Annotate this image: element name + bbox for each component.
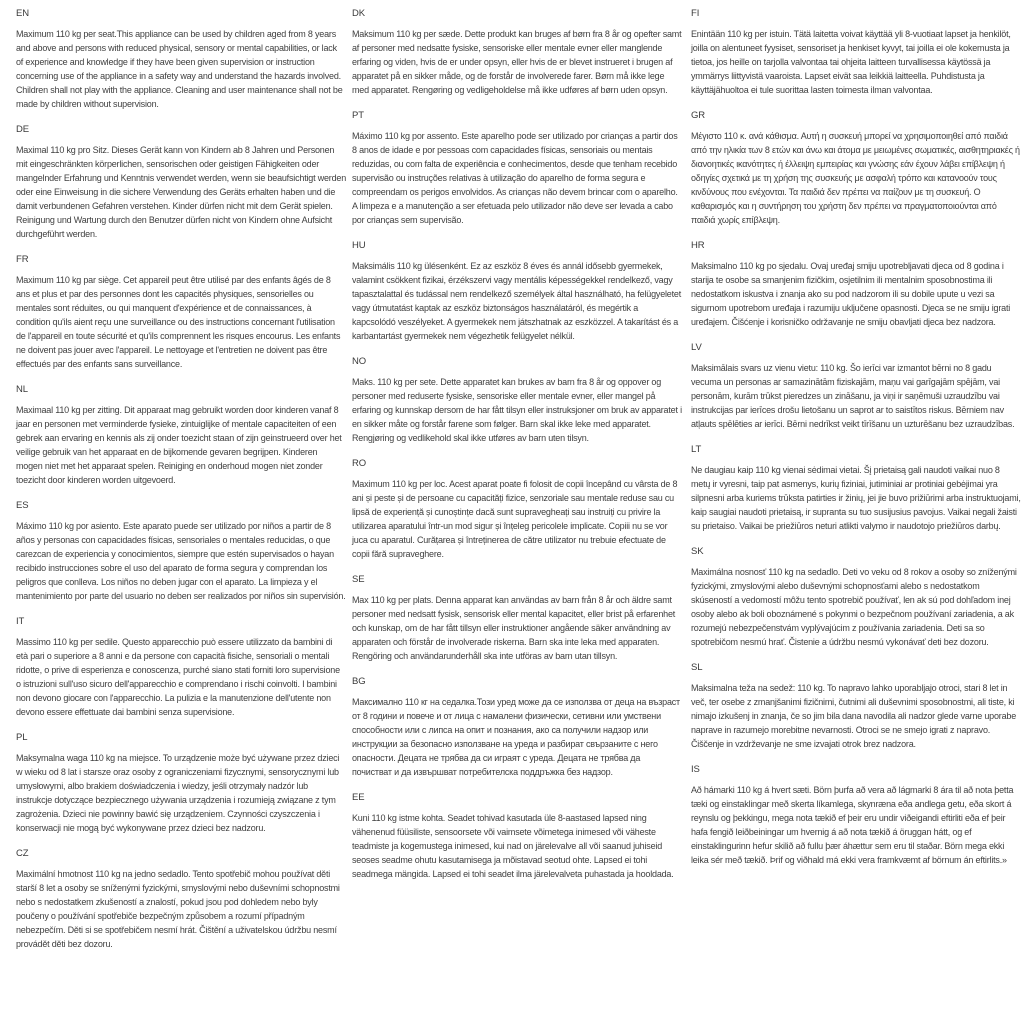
- language-code-label: SL: [691, 662, 703, 673]
- language-code-label: RO: [352, 458, 367, 469]
- language-section-no: [352, 355, 682, 445]
- language-code-label: SE: [352, 574, 365, 585]
- language-section-se: [352, 573, 682, 663]
- language-section-pt: [352, 109, 682, 227]
- language-section-de: [16, 123, 346, 241]
- language-code-label: DE: [16, 124, 29, 135]
- language-instruction-text: Maksimum 110 kg per sæde. Dette produkt kan bruges af børn fra 8 år og opefter samt af personer med nedsatte fysiske, sensoriske eller mentale evner eller manglende erfaring og viden, hvis de er under opsyn, eller hvis de er blevet instrueret i brugen af apparatet på en sikker måde, og de forstår de involverede farer. Børn må ikke lege med apparatet. Rengøring og vedligeholdelse må ikke udføres af børn uden opsyn.: [352, 29, 682, 95]
- language-code-label: IT: [16, 616, 25, 627]
- language-instruction-text: Máximo 110 kg por asiento. Este aparato puede ser utilizado por niños a partir de 8 años y personas con capacidades físicas, sensoriales o mentales reducidas, o que carezcan de experiencia y conocimientos, siempre que estén supervisados o hayan recibido instrucciones sobre el uso del aparato de forma segura y comprendan los peligros que conlleva. Los niños no deben jugar con el aparato. La limpieza y el mantenimiento por parte del usuario no deben ser realizados por niños sin supervisión.: [16, 521, 346, 601]
- language-code-label: FI: [691, 8, 700, 19]
- language-code-label: HR: [691, 240, 705, 251]
- language-code-label: NL: [16, 384, 28, 395]
- language-section-sl: [691, 661, 1021, 751]
- language-section-fr: [16, 253, 346, 371]
- language-section-is: [691, 763, 1021, 867]
- language-section-lv: [691, 341, 1021, 431]
- language-section-ee: [352, 791, 682, 881]
- language-section-sk: [691, 545, 1021, 649]
- language-instruction-text: Maksymalna waga 110 kg na miejsce. To urządzenie może być używane przez dzieci w wieku od 8 lat i starsze oraz osoby z ograniczeniami fizycznymi, sensorycznymi lub umysłowymi, albo brakiem doświadczenia i wiedzy, jeśli otrzymały nadzór lub instrukcje dotyczące bezpiecznego używania urządzenia i rozumieją związane z tym zagrożenia. Dzieci nie powinny bawić się urządzeniem. Czynności czyszczenia i konserwacji nie mogą być wykonywane przez dzieci bez nadzoru.: [16, 753, 340, 833]
- column-1: [16, 7, 346, 963]
- column-2: [352, 7, 682, 893]
- language-instruction-text: Að hámarki 110 kg á hvert sæti. Börn þurfa að vera að lágmarki 8 ára til að nota þetta tæki og einstaklingar með skerta líkamlega, skynræna eða andlega getu, eða skort á reynslu og þekkingu, mega nota tækið ef þeir eru undir viðeigandi eftirliti eða ef þeir hafa fengið leiðbeiningar um hvernig á að nota tækið á öruggan hátt, og ef einstaklingurinn hefur skilið að fullu þær áhættur sem eru til staðar. Börn mega ekki leika sér með tækið. Þrif og viðhald má ekki vera framkvæmt af börnum án eftirlits.»: [691, 785, 1014, 865]
- language-code-label: LT: [691, 444, 702, 455]
- language-instruction-text: Kuni 110 kg istme kohta. Seadet tohivad kasutada üle 8-aastased lapsed ning vähenenud füüsiliste, sensoorsete või vaimsete võimetega inimesed või väheste teadmiste ja kogemustega inimesed, kui nad on järelevalve all või saanud juhiseid seoses seadme ohutu kasutamisega ja mõistavad seotud ohte. Lapsed ei tohi seadmega mängida. Lapsed ei tohi seadet ilma järelevalveta puhastada ja hooldada.: [352, 813, 674, 879]
- language-instruction-text: Max 110 kg per plats. Denna apparat kan användas av barn från 8 år och äldre samt personer med nedsatt fysisk, sensorisk eller mental kapacitet, eller brist på erfarenhet och kunskap, om de har fått tillsyn eller instruktioner angående säker användning av apparaten och förstår de involverade riskerna. Barn ska inte leka med apparaten. Rengöring och användarunderhåll ska inte utföras av barn utan tillsyn.: [352, 595, 676, 661]
- language-code-label: DK: [352, 8, 365, 19]
- language-section-es: [16, 499, 346, 603]
- language-section-dk: [352, 7, 682, 97]
- language-section-nl: [16, 383, 346, 487]
- language-instruction-text: Maks. 110 kg per sete. Dette apparatet kan brukes av barn fra 8 år og oppover og personer med reduserte fysiske, sensoriske eller mentale evner, eller mangel på erfaring og kunnskap dersom de har fått tilsyn eller instruksjoner om bruk av apparatet i en sikker måte og forstår farene som følger. Barn skal ikke leke med apparatet. Rengjøring og vedlikehold skal ikke utføres av barn uten tilsyn.: [352, 377, 682, 443]
- language-code-label: NO: [352, 356, 367, 367]
- language-code-label: PT: [352, 110, 364, 121]
- language-instruction-text: Maximum 110 kg per seat.This appliance can be used by children aged from 8 years and above and persons with reduced physical, sensory or mental capabilities, or lack of experience and knowledge if they have been given supervision or instruction concerning use of the appliance in a safety way and understand the hazards involved. Children shall not play with the appliance. Cleaning and user maintenance shall not be made by children without supervision.: [16, 29, 343, 109]
- language-section-pl: [16, 731, 346, 835]
- language-section-lt: [691, 443, 1021, 533]
- language-code-label: SK: [691, 546, 704, 557]
- column-3: [691, 7, 1021, 879]
- language-section-fi: [691, 7, 1021, 97]
- language-section-hu: [352, 239, 682, 343]
- language-instruction-text: Maximaal 110 kg per zitting. Dit apparaat mag gebruikt worden door kinderen vanaf 8 jaar en personen met verminderde fysieke, zintuiglijke of mentale capaciteiten of een gebrek aan ervaring en kennis als zij onder toezicht staan of zijn geinstrueerd over het veilige gebruik van het apparaat en de bijkomende gevaren begrijpen. Kinderen mogen niet met het apparaat spelen. Reiniging en onderhoud mogen niet zonder toezicht door kinderen worden uitgevoerd.: [16, 405, 342, 485]
- language-instruction-text: Μέγιστο 110 κ. ανά κάθισμα. Αυτή η συσκευή μπορεί να χρησιμοποιηθεί από παιδιά από την ηλικία των 8 ετών και άνω και άτομα με μειωμένες σωματικές, αισθητηριακές ή διανοητικές ικανότητες ή έλλειψη εμπειρίας και γνώσης εάν έχουν λάβει επίβλεψη ή οδηγίες σχετικά με τη χρήση της συσκευής με ασφαλή τρόπο και κατανοούν τους κινδύνους που ενέχονται. Τα παιδιά δεν πρέπει να παίζουν με τη συσκευή. Ο καθαρισμός και η συντήρηση του χρήστη δεν πρέπει να πραγματοποιούνται από παιδιά χωρίς επίβλεψη.: [691, 131, 1020, 225]
- language-section-ro: [352, 457, 682, 561]
- language-code-label: EN: [16, 8, 29, 19]
- language-section-gr: [691, 109, 1021, 227]
- language-code-label: HU: [352, 240, 366, 251]
- language-section-cz: [16, 847, 346, 951]
- language-code-label: IS: [691, 764, 700, 775]
- language-instruction-text: Ne daugiau kaip 110 kg vienai sėdimai vietai. Šį prietaisą gali naudoti vaikai nuo 8 metų ir vyresni, taip pat asmenys, kurių fiziniai, jutiminiai ar protiniai gebėjimai yra silpnesni arba kuriems trūksta patirties ir žinių, jei jie buvo prižiūrimi arba instruktuojami, kaip saugiai naudoti prietaisą, ir supranta su tuo susijusius pavojus. Vaikai negali žaisti su prietaiso. Vaikai be priežiūros neturi atlikti valymo ir naudotojo priežiūros darbų.: [691, 465, 1021, 531]
- language-instruction-text: Maximum 110 kg par siège. Cet appareil peut être utilisé par des enfants âgés de 8 ans et plus et par des personnes dont les capacités physiques, sensorielles ou mentales sont réduites, ou qui manquent d'expérience et de connaissances, à condition qu'ils aient reçu une surveillance ou des instructions concernant l'utilisation de l'appareil en toute sécurité et qu'ils comprennent les risques encourus. Les enfants ne doivent pas jouer avec l'appareil. Le nettoyage et l'entretien ne doivent pas être effectués par des enfants sans surveillance.: [16, 275, 341, 369]
- language-instruction-text: Maksimalno 110 kg po sjedalu. Ovaj uređaj smiju upotrebljavati djeca od 8 godina i starija te osobe sa smanjenim fizičkim, osjetilnim ili mentalnim sposobnostima ili nedostatkom iskustva i znanja ako su pod nadzorom ili su dobile upute u vezi sa sigurnom upotrebom uređaja i razumiju uključene opasnosti. Djeca se ne smiju igrati uređajem. Čišćenje i korisničko održavanje ne smiju obavljati djeca bez nadzora.: [691, 261, 1011, 327]
- language-code-label: FR: [16, 254, 29, 265]
- language-code-label: ES: [16, 500, 29, 511]
- language-instruction-text: Maximálna nosnosť 110 kg na sedadlo. Deti vo veku od 8 rokov a osoby so zníženými fyzickými, zmyslovými alebo duševnými schopnosťami alebo s nedostatkom skúseností a vedomostí môžu tento spotrebič používať, len ak sú pod dohľadom inej osoby alebo ak boli oboznámené s pokynmi o bezpečnom používaní zariadenia, a ak rozumejú nebezpečenstvám vyplývajúcim z používania zariadenia. Deti sa so spotrebičom nesmú hrať. Čistenie a údržbu nesmú vykonávať deti bez dozoru.: [691, 567, 1017, 647]
- language-code-label: CZ: [16, 848, 29, 859]
- language-instruction-text: Максимално 110 кг на седалка.Този уред може да се използва от деца на възраст от 8 години и повече и от лица с намалени физически, сетивни или умствени способности или с липса на опит и познания, ако са получили надзор или инструкции за безопасно използване на уреда и разбират свързаните с него опасности. Децата не трябва да си играят с уреда. Децата не трябва да почистват и да извършват потребителска поддръжка без надзор.: [352, 697, 680, 777]
- language-instruction-text: Enintään 110 kg per istuin. Tätä laitetta voivat käyttää yli 8-vuotiaat lapset ja henkilöt, joilla on alentuneet fyysiset, sensoriset ja henkiset kyvyt, tai joilla ei ole kokemusta ja tietoa, jos heille on tarjolla valvontaa tai ohjeita laitteen turvallisessa käytössä ja ymmärrys liittyvistä vaaroista. Lapset eivät saa leikkiä laitteella. Puhdistusta ja käyttäjähuoltoa ei tule suorittaa lasten toimesta ilman valvontaa.: [691, 29, 1011, 95]
- language-section-hr: [691, 239, 1021, 329]
- language-instruction-text: Maksimālais svars uz vienu vietu: 110 kg. Šo ierīci var izmantot bērni no 8 gadu vecuma un personas ar samazinātām fiziskajām, maņu vai garīgajām spējām, vai personām, kurām trūkst pieredzes un zināšanu, ja viņi ir saņēmuši uzraudzību vai instrukcijas par ierīces drošu lietošanu un saprot ar to saistītos riskus. Bērniem nav atļauts spēlēties ar ierīci. Bērni nedrīkst veikt tīrīšanu un uzturēšanu bez uzraudzības.: [691, 363, 1015, 429]
- language-code-label: GR: [691, 110, 706, 121]
- language-instruction-text: Máximo 110 kg por assento. Este aparelho pode ser utilizado por crianças a partir dos 8 anos de idade e por pessoas com capacidades físicas, sensoriais ou mentais reduzidas, ou com falta de experiência e conhecimentos, desde que tenham recebido supervisão ou instruções relativas à utilização do aparelho de forma segura e compreendam os perigos envolvidos. As crianças não devem brincar com o aparelho. A limpeza e a manutenção a ser efetuada pelo utilizador não deve ser levada a cabo por crianças sem supervisão.: [352, 131, 678, 225]
- language-section-bg: [352, 675, 682, 779]
- language-code-label: LV: [691, 342, 702, 353]
- language-code-label: EE: [352, 792, 365, 803]
- language-instruction-text: Maksimalna teža na sedež: 110 kg. To napravo lahko uporabljajo otroci, stari 8 let in več, ter osebe z zmanjšanimi fizičnimi, čutnimi ali duševnimi sposobnostmi, ali tiste, ki nimajo izkušenj in znanja, če so jim bila dana navodila ali nadzor glede varne uporabe naprave in razumejo morebitne nevarnosti. Otroci se ne smejo igrati z napravo. Čiščenje in vzdrževanje ne sme izvajati otrok brez nadzora.: [691, 683, 1017, 749]
- language-instruction-text: Maximum 110 kg per loc. Acest aparat poate fi folosit de copii începând cu vârsta de 8 ani și peste și de persoane cu capacități fizice, senzoriale sau mentale reduse sau cu lipsă de experiență și cunoștințe dacă sunt supravegheați sau instruiți cu privire la utilizarea aparatului într-un mod sigur și înțeleg pericolele implicate. Copiii nu se vor juca cu aparatul. Curățarea și întreținerea de către utilizator nu trebuie efectuate de copii fără supraveghere.: [352, 479, 678, 559]
- language-instruction-text: Maximal 110 kg pro Sitz. Dieses Gerät kann von Kindern ab 8 Jahren und Personen mit eingeschränkten körperlichen, sensorischen oder geistigen Fähigkeiten oder mangelnder Erfahrung und Kenntnis verwendet werden, wenn sie beaufsichtigt werden oder eine Einweisung in die sichere Verwendung des Geräts erhalten haben und die damit verbundenen Gefahren verstehen. Kinder dürfen nicht mit dem Gerät spielen. Reinigung und Wartung durch den Benutzer dürfen nicht von Kindern ohne Aufsicht durchgeführt werden.: [16, 145, 347, 239]
- language-instruction-text: Massimo 110 kg per sedile. Questo apparecchio può essere utilizzato da bambini di età pari o superiore a 8 anni e da persone con capacità fisiche, sensoriali o mentali ridotte, o prive di esperienza e conoscenza, purché siano stati forniti loro supervisione o istruzioni sull'uso sicuro dell'apparecchio e comprendano i rischi coinvolti. I bambini non devono giocare con l'apparecchio. La pulizia e la manutenzione dell'utente non devono essere effettuate dai bambini senza supervisione.: [16, 637, 340, 717]
- language-section-en: [16, 7, 346, 111]
- language-section-it: [16, 615, 346, 719]
- language-code-label: PL: [16, 732, 28, 743]
- language-code-label: BG: [352, 676, 366, 687]
- language-instruction-text: Maximální hmotnost 110 kg na jedno sedadlo. Tento spotřebič mohou používat děti starší 8 let a osoby se sníženými fyzickými, smyslovými nebo duševními schopnostmi nebo s nedostatkem zkušeností a znalostí, pokud jsou pod dohledem nebo byly poučeny o používání spotřebiče bezpečným způsobem a rozumí případným nebezpečím. Děti si se spotřebičem nesmí hrát. Čištění a uživatelskou údržbu nesmí provádět děti bez dozoru.: [16, 869, 340, 949]
- language-instruction-text: Maksimális 110 kg ülésenként. Ez az eszköz 8 éves és annál idősebb gyermekek, valamint csökkent fizikai, érzékszervi vagy mentális képességekkel rendelkező, vagy tapasztalattal és tudással nem rendelkező személyek által használható, ha felügyeletet vagy útmutatást kaptak az eszköz biztonságos használatáról, és megértik a kapcsolódó veszélyeket. A gyermekek nem játszhatnak az eszközzel. A takarítást és a karbantartást gyermekek nem végezhetik felügyelet nélkül.: [352, 261, 682, 341]
